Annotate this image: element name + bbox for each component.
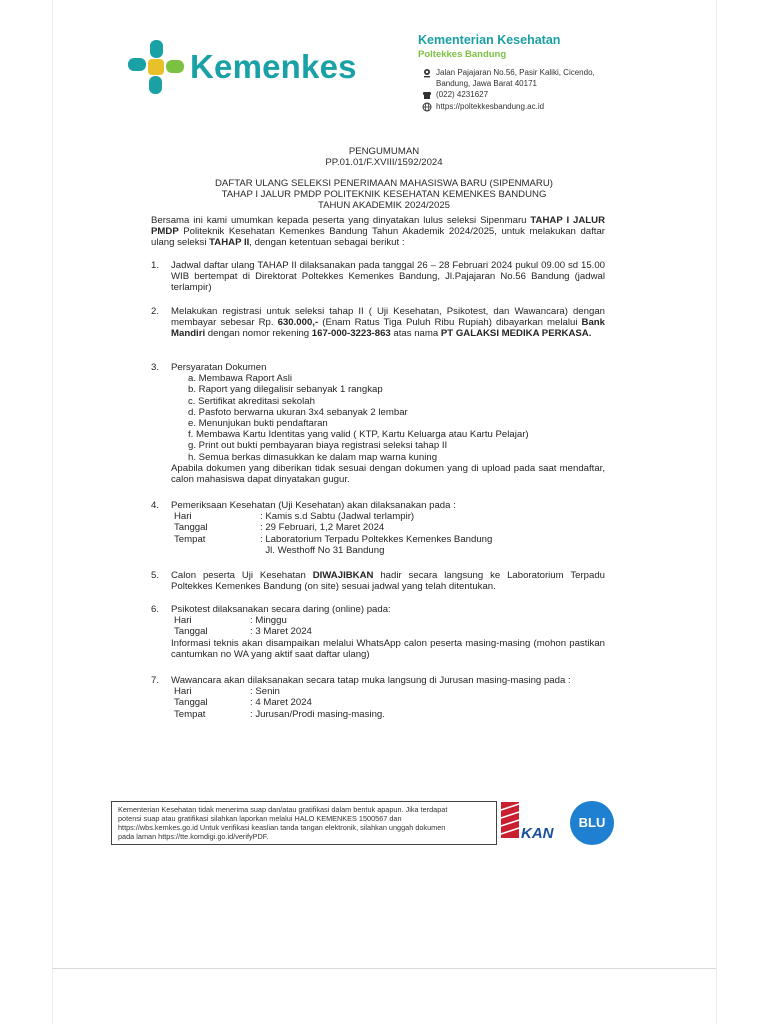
address-line-1: Jalan Pajajaran No.56, Pasir Kaliki, Cicendo, xyxy=(436,68,595,77)
label: Tempat xyxy=(174,708,206,720)
label: Hari xyxy=(174,511,192,523)
website-row xyxy=(422,102,595,113)
value: : 29 Februari, 1,2 Maret 2024 xyxy=(260,522,385,534)
text-run: Melakukan registrasi untuk seleksi tahap II ( Uji Kesehatan, Psikotest, dan Wawancara) dengan membayar sebesar Rp. xyxy=(171,306,605,329)
item-number: 6. xyxy=(151,604,160,615)
location-pin-icon xyxy=(422,68,432,78)
page-edge-right xyxy=(716,0,717,1024)
label: Tanggal xyxy=(174,522,208,534)
value: : Kamis s.d Sabtu (Jadwal terlampir) xyxy=(260,511,415,523)
item-number: 1. xyxy=(151,260,160,271)
schedule-row-place xyxy=(171,709,605,720)
subtitle-line-2: TAHAP I JALUR PMDP POLITEKNIK KESEHATAN KEMENKES BANDUNG xyxy=(221,189,547,200)
requirement-item: b. Raport yang dilegalisir sebanyak 1 rangkap xyxy=(188,384,383,396)
announcement-number: PP.01.01/F.XVIII/1592/2024 xyxy=(325,157,443,168)
schedule-row-day xyxy=(171,511,605,522)
item-number: 5. xyxy=(151,570,160,581)
item-text: Jadwal daftar ulang TAHAP II dilaksanakan pada tanggal 26 – 28 Februari 2024 pukul 09.00 sd 15.00 WIB bertempat di Direktorat Poltekkes Kemenkes Bandung, Jl.Pajajaran No.56 Bandung (jadwal terlampir) xyxy=(171,260,605,294)
anti-gratification-notice xyxy=(111,801,497,845)
item-text xyxy=(171,604,605,660)
item-text xyxy=(171,675,605,720)
page-edge-left xyxy=(52,0,53,1024)
item-title: Pemeriksaan Kesehatan (Uji Kesehatan) akan dilaksanakan pada : xyxy=(171,500,456,511)
intro-text: Bersama ini kami umumkan kepada peserta yang dinyatakan lulus seleksi Sipenmaru xyxy=(151,215,531,226)
schedule-row-date xyxy=(171,697,605,708)
text-run: atas nama xyxy=(390,328,441,340)
account-number: 167-000-3223-863 xyxy=(311,328,391,340)
list-item-5 xyxy=(151,570,605,592)
org-name: Kementerian Kesehatan xyxy=(418,33,561,47)
value: : 4 Maret 2024 xyxy=(250,697,312,709)
page-bottom-divider xyxy=(52,968,716,969)
bold-text: DIWAJIBKAN xyxy=(312,570,374,581)
value: : 3 Maret 2024 xyxy=(250,626,312,638)
requirement-item: c. Sertifikat akreditasi sekolah xyxy=(188,395,315,407)
subtitle-line-1: DAFTAR ULANG SELEKSI PENERIMAAN MAHASISWA BARU (SIPENMARU) xyxy=(215,178,553,189)
intro-bold-stage: TAHAP I JALUR PMDP xyxy=(151,215,605,238)
label-spacer xyxy=(174,545,260,556)
address-line-2: Bandung, Jawa Barat 40171 xyxy=(436,78,537,88)
account-holder: PT GALAKSI MEDIKA PERKASA. xyxy=(440,328,592,340)
schedule-row-place xyxy=(171,534,605,545)
schedule-row-day xyxy=(171,615,605,626)
globe-icon xyxy=(422,102,432,112)
label: Hari xyxy=(174,615,192,627)
list-item-4 xyxy=(151,500,605,556)
kemenkes-logo xyxy=(128,40,357,94)
requirement-item: e. Menunjukan bukti pendaftaran xyxy=(188,418,328,430)
schedule-row-place-2 xyxy=(171,545,605,556)
item-number: 2. xyxy=(151,306,160,317)
psikotest-note: Informasi teknis akan disampaikan melalui WhatsApp calon peserta masing-masing (mohon pastikan cantumkan no WA yang aktif saat daftar ulang) xyxy=(171,637,605,660)
notice-line: https://wbs.kemkes.go.id Untuk verifikasi keaslian tanda tangan elektronik, silahkan unggah dokumen xyxy=(118,823,446,832)
requirement-item: d. Pasfoto berwarna ukuran 3x4 sebanyak 2 lembar xyxy=(188,406,408,418)
requirement-item: g. Print out bukti pembayaran biaya registrasi seleksi tahap II xyxy=(188,440,448,452)
requirement-item: a. Membawa Raport Asli xyxy=(188,373,292,385)
intro-paragraph xyxy=(151,215,605,249)
text-run: (Enam Ratus Tiga Puluh Ribu Rupiah) dibayarkan melalui xyxy=(318,317,582,329)
notice-line: Kementerian Kesehatan tidak menerima suap dan/atau gratifikasi dalam bentuk apapun. Jika terdapat xyxy=(118,805,448,814)
list-item-3 xyxy=(151,362,605,485)
value: : Senin xyxy=(250,686,280,698)
kemenkes-leaf-icon xyxy=(128,40,184,94)
org-subname: Poltekkes Bandung xyxy=(418,49,507,60)
address-row xyxy=(422,68,595,89)
announcement-subtitle xyxy=(150,178,618,211)
item-title: Psikotest dilaksanakan secara daring (online) pada: xyxy=(171,604,391,615)
item-title: Wawancara akan dilaksanakan secara tatap muka langsung di Jurusan masing-masing pada : xyxy=(171,675,571,686)
requirement-item: h. Semua berkas dimasukkan ke dalam map warna kuning xyxy=(188,451,438,463)
announcement-title: PENGUMUMAN xyxy=(348,146,420,157)
text-run: dengan nomor rekening xyxy=(205,328,312,340)
value: Jl. Westhoff No 31 Bandung xyxy=(260,544,385,556)
document-requirements-list xyxy=(188,373,605,463)
item-text xyxy=(171,306,605,340)
schedule-row-date xyxy=(171,626,605,637)
label: Tempat xyxy=(174,533,206,545)
list-item-6 xyxy=(151,604,605,660)
kan-text: KAN xyxy=(521,825,554,842)
blu-text: BLU xyxy=(578,815,606,830)
label: Tanggal xyxy=(174,697,208,709)
item-text xyxy=(171,570,605,592)
subtitle-line-3: TAHUN AKADEMIK 2024/2025 xyxy=(317,200,451,211)
amount: 630.000,- xyxy=(277,317,319,329)
intro-text-2: Politeknik Kesehatan Kemenkes Bandung Tahun Akademik 2024/2025, untuk melakukan daftar ulang seleksi xyxy=(151,226,605,249)
logo-wordmark: Kemenkes xyxy=(190,48,357,85)
item-text xyxy=(171,500,605,556)
announcement-heading xyxy=(150,146,618,168)
item-number: 7. xyxy=(151,675,160,686)
label: Tanggal xyxy=(174,626,208,638)
contact-block xyxy=(422,68,595,113)
value: : Jurusan/Prodi masing-masing. xyxy=(250,708,385,720)
list-item-1 xyxy=(151,260,605,294)
text-run: Calon peserta Uji Kesehatan xyxy=(171,570,313,581)
kan-accreditation-logo xyxy=(499,800,565,850)
schedule-row-day xyxy=(171,686,605,697)
requirement-item: f. Membawa Kartu Identitas yang valid ( KTP, Kartu Keluarga atau Kartu Pelajar) xyxy=(188,429,529,441)
value: : Laboratorium Terpadu Poltekkes Kemenkes Bandung xyxy=(260,533,493,545)
phone-number: (022) 4231627 xyxy=(436,90,489,99)
text-run: hadir secara langsung ke Laboratorium Terpadu Poltekkes Kemenkes Bandung (on site) sesuai jadwal yang telah ditentukan. xyxy=(171,570,606,593)
schedule-row-date xyxy=(171,522,605,533)
item-title: Persyaratan Dokumen xyxy=(171,362,267,373)
item-number: 3. xyxy=(151,362,160,373)
item-number: 4. xyxy=(151,500,160,511)
label: Hari xyxy=(174,686,192,698)
item-text xyxy=(171,362,605,485)
blu-logo xyxy=(568,799,616,847)
value: : Minggu xyxy=(250,615,287,627)
notice-line: potensi suap atau gratifikasi silahkan laporkan melalui HALO KEMENKES 1500567 dan xyxy=(118,814,402,823)
list-item-7 xyxy=(151,675,605,720)
phone-row xyxy=(422,90,595,101)
list-item-2 xyxy=(151,306,605,340)
bank-name: Bank Mandiri xyxy=(171,317,605,340)
org-block xyxy=(418,33,560,60)
requirement-note: Apabila dokumen yang diberikan tidak sesuai dengan dokumen yang di upload pada saat mendaftar, calon mahasiswa dapat dinyatakan gugur. xyxy=(171,462,605,486)
intro-text-3: , dengan ketentuan sebagai berikut : xyxy=(249,237,405,249)
notice-line: pada laman https://tte.komdigi.go.id/verifyPDF. xyxy=(118,832,269,841)
phone-icon xyxy=(422,90,432,100)
intro-bold-stage-2: TAHAP II xyxy=(209,237,250,249)
website-link[interactable]: https://poltekkesbandung.ac.id xyxy=(436,101,545,111)
